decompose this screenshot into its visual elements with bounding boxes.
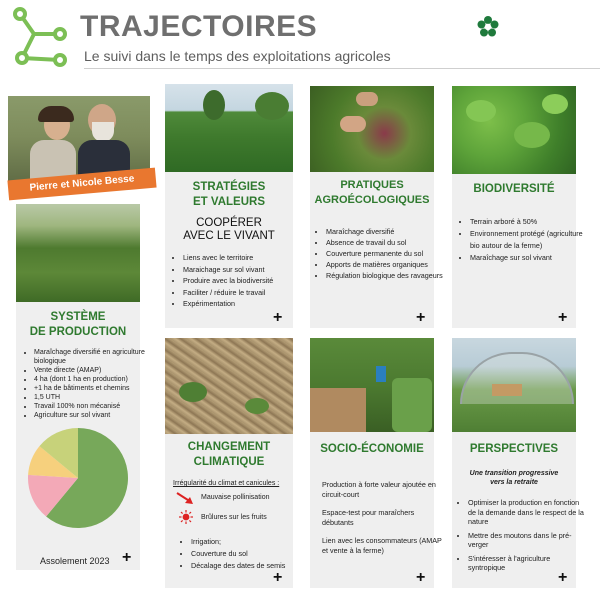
plus-icon[interactable]: + bbox=[273, 309, 283, 326]
strategies-list: • Liens avec le territoire • Maraichage sur sol vivant • Produire avec la biodiversité • Faciliter / réduire le travail • Expérimentation bbox=[171, 252, 301, 310]
field-photo bbox=[16, 204, 140, 302]
plus-icon[interactable]: + bbox=[558, 309, 568, 326]
card-changement-climatique bbox=[165, 338, 293, 588]
card-title: SOCIO-ÉCONOMIE bbox=[320, 443, 424, 455]
greenhouse-photo bbox=[452, 338, 576, 432]
assolement-pie-chart bbox=[26, 426, 130, 530]
plus-icon[interactable]: + bbox=[416, 569, 426, 586]
red-sun-icon bbox=[179, 510, 193, 524]
red-arrow-icon bbox=[175, 491, 195, 505]
plus-icon[interactable]: + bbox=[558, 569, 568, 586]
leaves-photo bbox=[452, 86, 576, 174]
pratiques-list: • Maraîchage diversifié • Absence de travail du sol • Couverture permanente du sol • Apports de matières organiques • Régulation biologique des ravageurs bbox=[314, 226, 444, 281]
impact-brulures: Brûlures sur les fruits bbox=[201, 514, 267, 521]
card-subtitle: COOPÉRER AVEC LE VIVANT bbox=[183, 217, 275, 242]
climate-intro: Irrégularité du climat et canicules : bbox=[173, 480, 280, 487]
plus-icon[interactable]: + bbox=[416, 309, 426, 326]
card-title: PERSPECTIVES bbox=[469, 443, 559, 455]
farmer-names-badge: Pierre et Nicole Besse bbox=[7, 168, 156, 201]
perspectives-intro: Une transition progressive vers la retraite bbox=[469, 470, 559, 486]
page-title: TRAJECTOIRES bbox=[80, 10, 318, 43]
plus-icon[interactable]: + bbox=[273, 569, 283, 586]
card-title: SYSTÈME DE PRODUCTION bbox=[29, 311, 127, 338]
page-subtitle: Le suivi dans le temps des exploitations agricoles bbox=[84, 48, 391, 64]
card-biodiversite bbox=[452, 86, 583, 328]
card-title: CHANGEMENT CLIMATIQUE bbox=[187, 441, 271, 468]
card-perspectives bbox=[452, 338, 584, 588]
impact-pollinisation: Mauvaise pollinisation bbox=[201, 494, 270, 501]
changement-list: • Irrigation; • Couverture du sol • Décalage des dates de semis bbox=[179, 536, 301, 572]
perspectives-list: • Optimiser la production en fonction de la demande dans le respect de la nature • Mettre des moutons dans le pré-verger • S'intéresser à l'agriculture syntropique bbox=[456, 498, 584, 573]
market-photo bbox=[310, 338, 434, 432]
assolement-label: Assolement 2023 bbox=[40, 556, 110, 566]
card-strategies-valeurs bbox=[165, 84, 293, 328]
biodiversite-list: • Terrain arboré à 50% • Environnement protégé (agriculture bio autour de la ferme) • Maraîchage sur sol vivant bbox=[458, 216, 584, 264]
systeme-list: • Maraîchage diversifié en agriculture biologique • Vente directe (AMAP) • 4 ha (dont 1 ha en production) • +1 ha de bâtiments et chemins • 1,5 UTH • Travail 100% non mécanisé • Agriculture sur sol vivant bbox=[22, 348, 146, 420]
mulch-photo bbox=[165, 338, 293, 434]
socio-list: Production à forte valeur ajoutée en circuit-court Espace-test pour maraîchers débutants Lien avec les consommateurs (AMAP et vente à la ferme) bbox=[322, 480, 442, 555]
card-pratiques-agroecologiques bbox=[310, 86, 443, 328]
card-systeme-production bbox=[16, 204, 145, 570]
garden-photo bbox=[165, 84, 293, 172]
card-title: PRATIQUES AGROÉCOLOGIQUES bbox=[314, 179, 430, 206]
card-socio-economie bbox=[310, 338, 442, 588]
network-nodes-icon bbox=[8, 4, 72, 68]
card-title: STRATÉGIES ET VALEURS bbox=[192, 181, 266, 208]
card-title: BIODIVERSITÉ bbox=[473, 183, 555, 195]
vegetables-photo bbox=[310, 86, 434, 172]
header-divider bbox=[84, 68, 600, 69]
flower-icon bbox=[476, 15, 500, 39]
plus-icon[interactable]: + bbox=[122, 549, 132, 566]
